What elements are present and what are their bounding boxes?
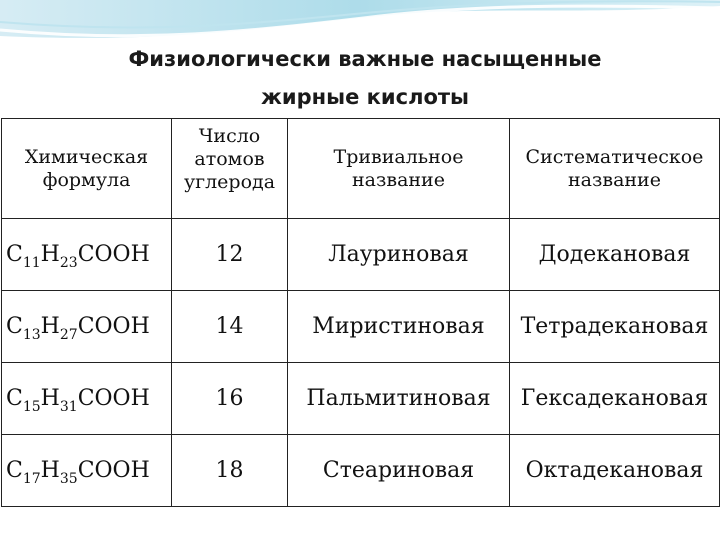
title-line-1: Физиологически важные насыщенные — [128, 47, 602, 71]
systematic-name-cell: Додекановая — [510, 219, 720, 291]
formula-cell: $C_{11}H_{23}COOH$ — [2, 219, 172, 291]
table-row — [2, 435, 720, 507]
formula-cell: $C_{17}H_{35}COOH$ — [2, 435, 172, 507]
systematic-name-cell: Гексадекановая — [510, 363, 720, 435]
systematic-name-cell: Тетрадекановая — [510, 291, 720, 363]
systematic-name-cell: Октадекановая — [510, 435, 720, 507]
trivial-name-cell: Лауриновая — [288, 219, 510, 291]
table-row — [2, 291, 720, 363]
header-formula: Химическая формула — [2, 119, 172, 219]
trivial-name-cell: Стеариновая — [288, 435, 510, 507]
carbons-cell: 18 — [172, 435, 288, 507]
trivial-name-cell: Пальмитиновая — [288, 363, 510, 435]
title-line-2: жирные кислоты — [260, 85, 470, 109]
table-row — [2, 219, 720, 291]
fatty-acids-table — [1, 118, 720, 507]
table-header-row — [2, 119, 720, 219]
header-carbons: Число атомов углерода — [172, 119, 288, 219]
carbons-cell: 14 — [172, 291, 288, 363]
table-row — [2, 363, 720, 435]
carbons-cell: 16 — [172, 363, 288, 435]
header-systematic: Систематическое название — [510, 119, 720, 219]
formula-cell: $C_{13}H_{27}COOH$ — [2, 291, 172, 363]
page-title — [0, 40, 720, 116]
header-trivial: Тривиальное название — [288, 119, 510, 219]
formula-cell: $C_{15}H_{31}COOH$ — [2, 363, 172, 435]
trivial-name-cell: Миристиновая — [288, 291, 510, 363]
carbons-cell: 12 — [172, 219, 288, 291]
